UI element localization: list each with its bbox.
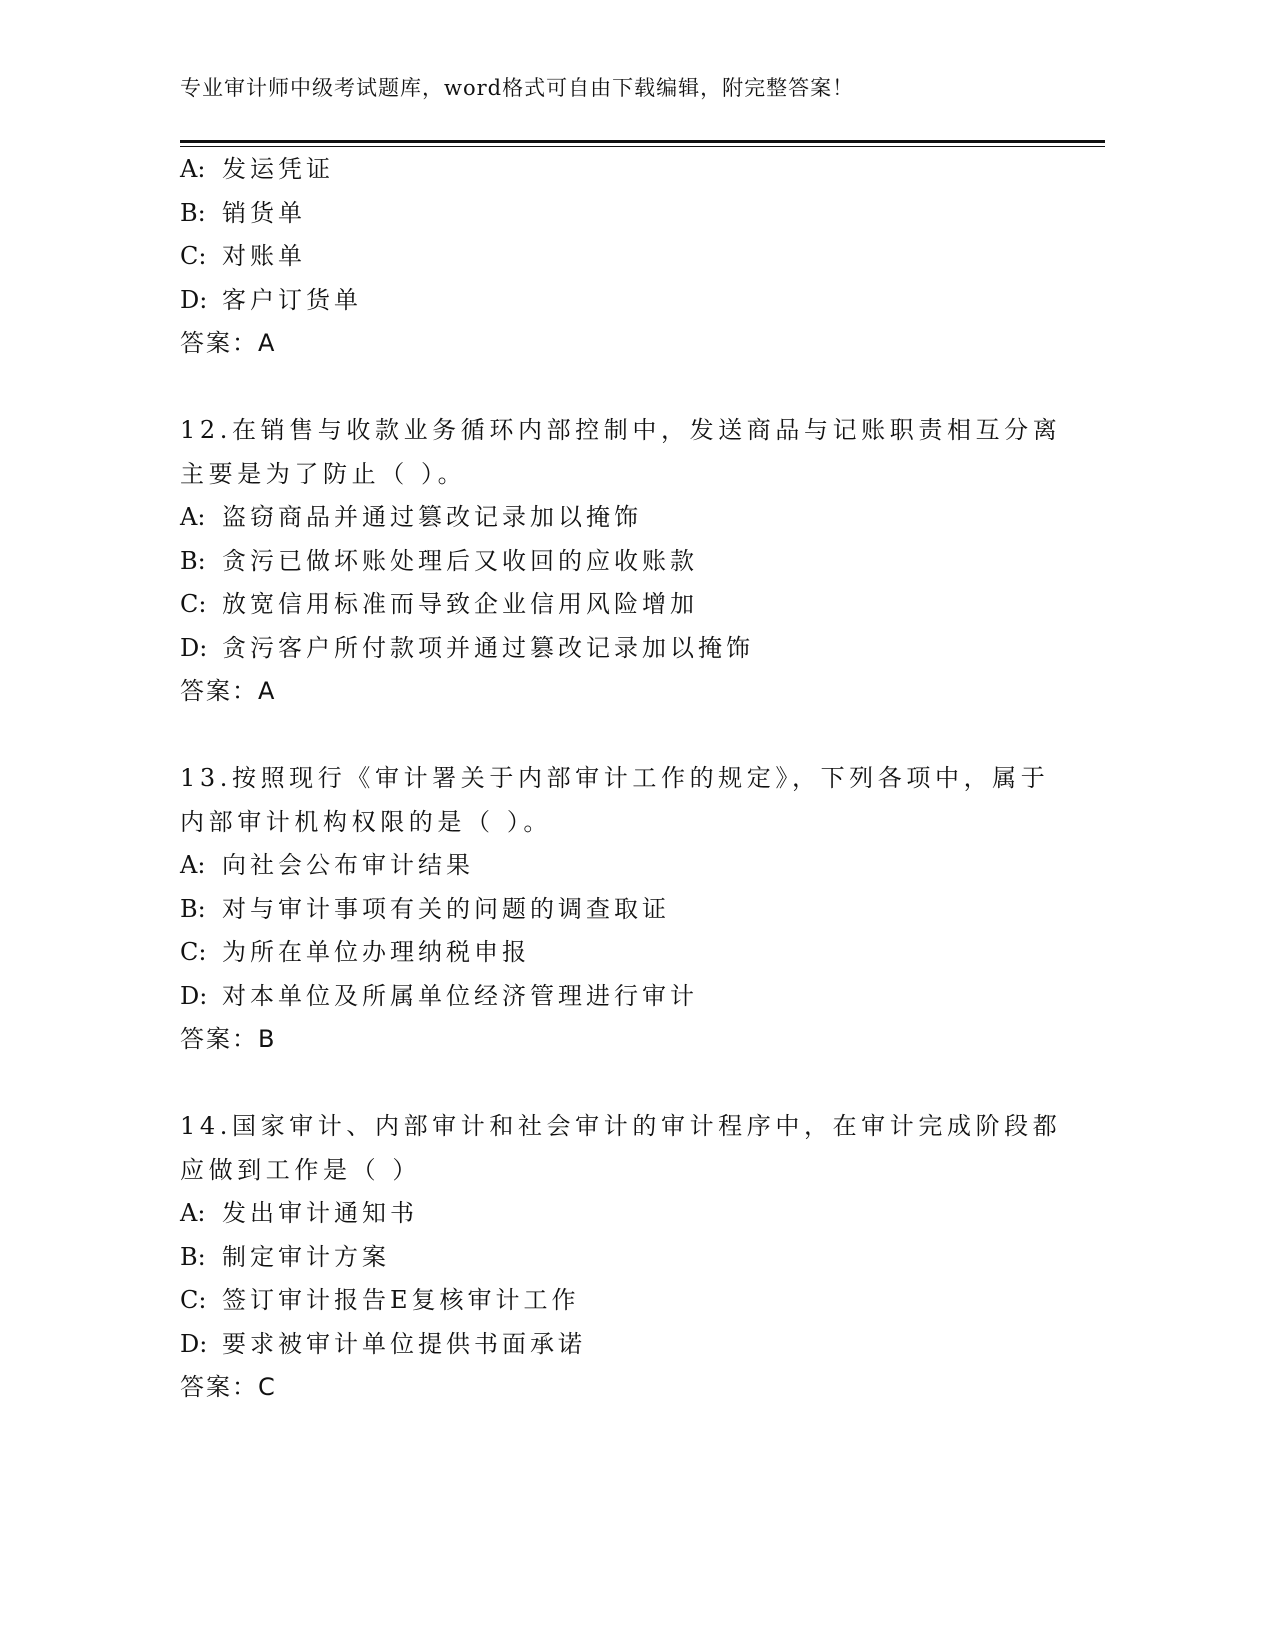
option-a: [180, 496, 1080, 540]
question-block: [180, 757, 1080, 1062]
option-c: [180, 235, 1080, 279]
option-text: 对与审计事项有关的问题的调查取证: [222, 894, 670, 923]
option-letter: B:: [180, 894, 206, 923]
option-text: 发出审计通知书: [222, 1199, 418, 1227]
option-text: 贪污已做坏账处理后又收回的应收账款: [222, 546, 698, 575]
block-gap: [180, 1062, 1080, 1106]
option-c: [180, 1279, 1080, 1323]
option-text: 对账单: [222, 242, 306, 270]
option-c: [180, 931, 1080, 975]
question-stem-line: 13.按照现行《审计署关于内部审计工作的规定》，下列各项中，属于: [180, 764, 1050, 792]
option-letter: A:: [180, 1199, 206, 1227]
answer-line: 答案：A: [180, 677, 277, 705]
option-text: 销货单: [222, 198, 306, 227]
question-block: [180, 1105, 1080, 1410]
option-letter: D:: [180, 633, 208, 662]
header-rule-thin: [180, 146, 1105, 147]
option-text: 向社会公布审计结果: [222, 851, 474, 879]
option-text: 盗窃商品并通过篡改记录加以掩饰: [222, 503, 642, 531]
option-d: [180, 1323, 1080, 1367]
question-block: [180, 409, 1080, 714]
option-letter: D:: [180, 981, 208, 1010]
option-letter: C:: [180, 1286, 207, 1314]
question-stem-line: 12.在销售与收款业务循环内部控制中，发送商品与记账职责相互分离: [180, 416, 1062, 444]
answer-line: 答案：B: [180, 1025, 277, 1053]
question-stem-line: 14.国家审计、内部审计和社会审计的审计程序中，在审计完成阶段都: [180, 1112, 1062, 1140]
question-block: [180, 148, 1080, 366]
option-d: [180, 627, 1080, 671]
option-b: [180, 192, 1080, 236]
block-gap: [180, 366, 1080, 410]
answer-line: 答案：A: [180, 329, 277, 357]
option-b: [180, 540, 1080, 584]
option-a: [180, 1192, 1080, 1236]
option-c: [180, 583, 1080, 627]
page-header: 专业审计师中级考试题库，word格式可自由下载编辑，附完整答案！: [180, 76, 855, 100]
option-text: 制定审计方案: [222, 1242, 390, 1271]
option-text: 签订审计报告E复核审计工作: [222, 1286, 580, 1314]
option-letter: C:: [180, 590, 207, 618]
option-a: [180, 844, 1080, 888]
option-letter: C:: [180, 938, 207, 966]
option-text: 贪污客户所付款项并通过篡改记录加以掩饰: [222, 633, 754, 662]
option-d: [180, 279, 1080, 323]
option-letter: A:: [180, 851, 206, 879]
question-stem-line: 应做到工作是（ ）: [180, 1155, 422, 1184]
option-b: [180, 1236, 1080, 1280]
option-text: 要求被审计单位提供书面承诺: [222, 1329, 586, 1358]
option-text: 为所在单位办理纳税申报: [222, 938, 530, 966]
option-b: [180, 888, 1080, 932]
header-rule-thick: [180, 140, 1105, 143]
option-letter: B:: [180, 198, 206, 227]
option-a: [180, 148, 1080, 192]
option-text: 发运凭证: [222, 155, 334, 183]
option-text: 对本单位及所属单位经济管理进行审计: [222, 981, 698, 1010]
option-letter: A:: [180, 155, 206, 183]
option-text: 客户订货单: [222, 285, 362, 314]
option-letter: D:: [180, 285, 208, 314]
option-letter: C:: [180, 242, 207, 270]
option-letter: B:: [180, 1242, 206, 1271]
question-stem-line: 内部审计机构权限的是（ ）。: [180, 807, 553, 836]
option-letter: D:: [180, 1329, 208, 1358]
question-stem-line: 主要是为了防止（ ）。: [180, 459, 467, 488]
option-d: [180, 975, 1080, 1019]
option-letter: B:: [180, 546, 206, 575]
option-letter: A:: [180, 503, 206, 531]
option-text: 放宽信用标准而导致企业信用风险增加: [222, 590, 698, 618]
question-list: [180, 148, 1080, 1410]
block-gap: [180, 714, 1080, 758]
answer-line: 答案：C: [180, 1373, 277, 1401]
